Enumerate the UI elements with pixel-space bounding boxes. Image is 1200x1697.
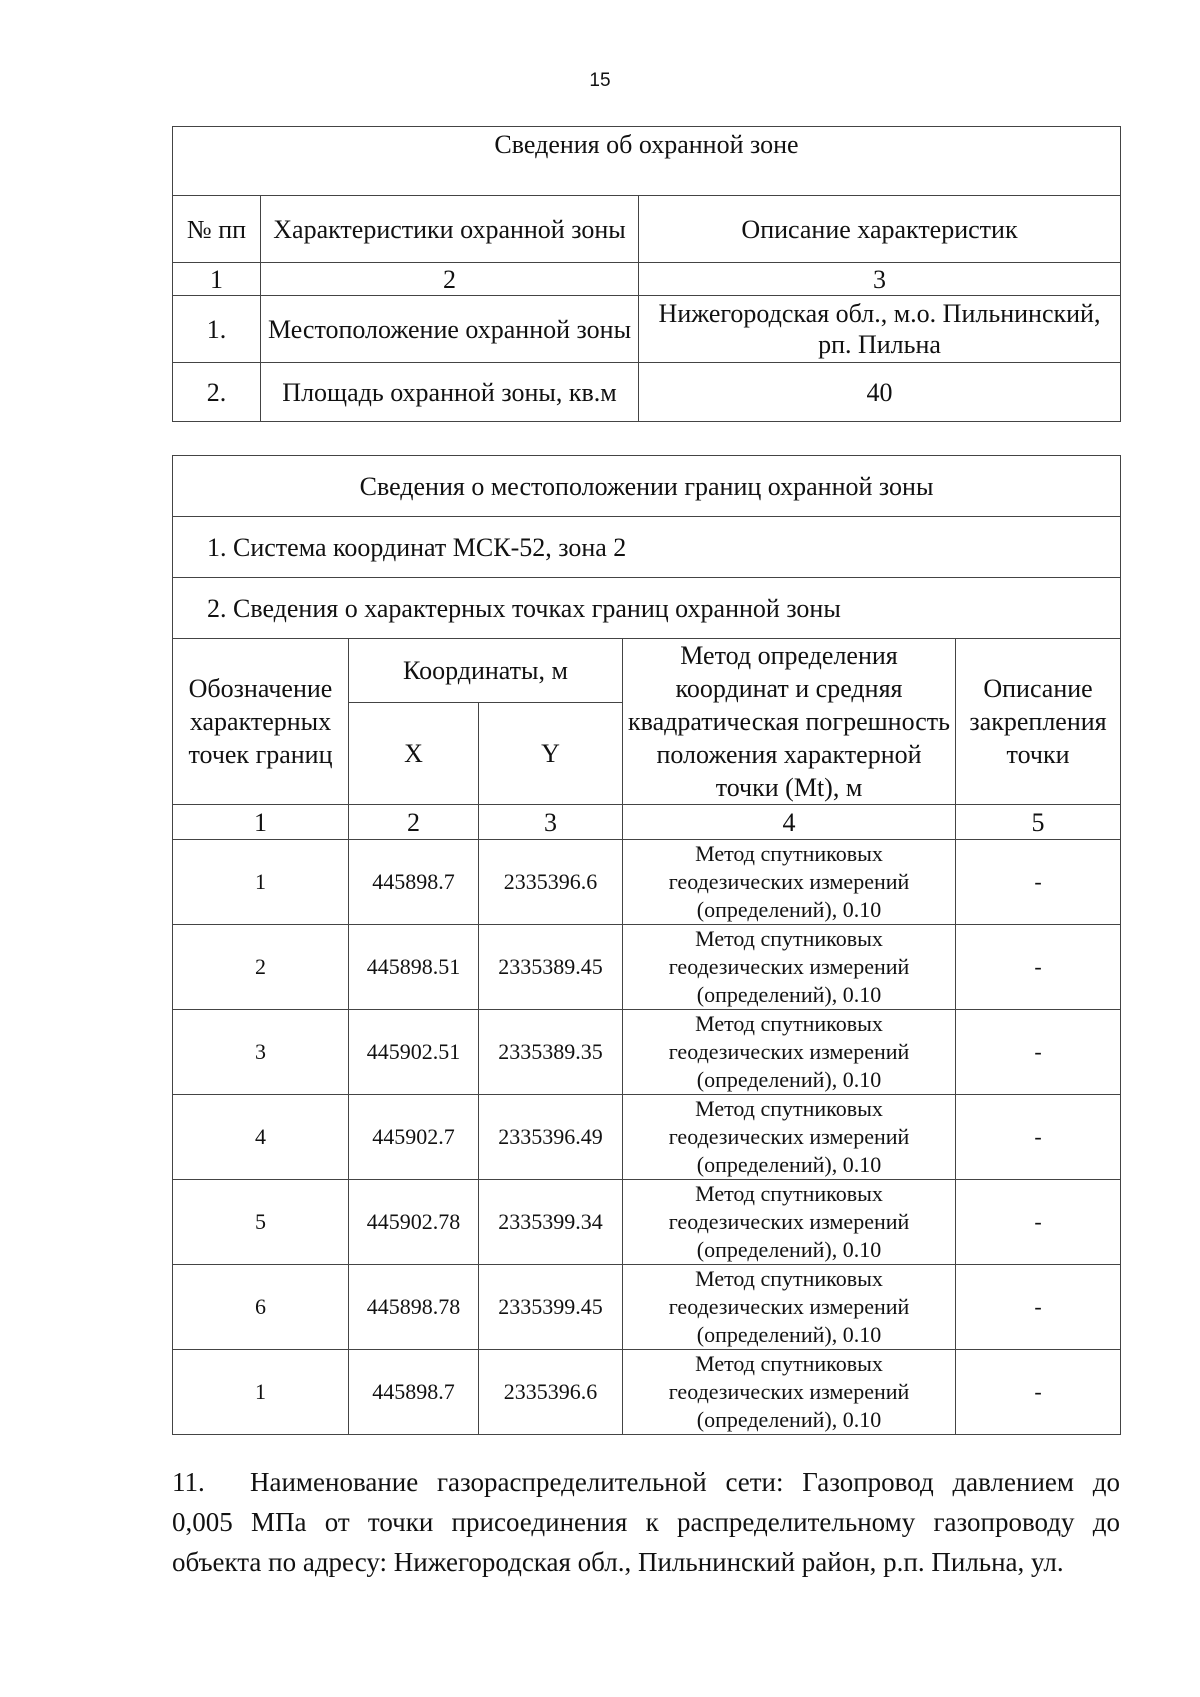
column-number: 1	[173, 263, 261, 296]
point-y: 2335399.45	[479, 1265, 623, 1350]
coordinate-system: 1. Система координат МСК-52, зона 2	[173, 517, 1121, 578]
point-y: 2335389.45	[479, 925, 623, 1010]
column-number: 1	[173, 805, 349, 840]
paragraph-number: 11.	[172, 1467, 205, 1497]
boundaries-title: Сведения о местоположении границ охранной зоны	[173, 456, 1121, 517]
column-number: 3	[479, 805, 623, 840]
row-characteristic: Площадь охранной зоны, кв.м	[261, 363, 639, 422]
header-x: X	[349, 702, 479, 804]
row-description: Нижегородская обл., м.о. Пильнинский, рп. Пильна	[639, 296, 1121, 363]
boundaries-table	[172, 455, 1121, 1435]
point-method: Метод спутниковых геодезических измерений (определений), 0.10	[623, 1095, 956, 1180]
point-id: 1	[173, 1350, 349, 1435]
table-row	[173, 296, 1121, 363]
header-fixing: Описание закрепления точки	[956, 639, 1121, 805]
point-fixing: -	[956, 1350, 1121, 1435]
table-row	[173, 925, 1121, 1010]
table-row	[173, 363, 1121, 422]
header-description: Описание характеристик	[639, 196, 1121, 263]
page-number: 15	[589, 70, 611, 91]
header-characteristic: Характеристики охранной зоны	[261, 196, 639, 263]
point-method: Метод спутниковых геодезических измерений (определений), 0.10	[623, 840, 956, 925]
row-description: 40	[639, 363, 1121, 422]
column-number: 2	[261, 263, 639, 296]
point-x: 445898.7	[349, 840, 479, 925]
point-fixing: -	[956, 840, 1121, 925]
point-y: 2335399.34	[479, 1180, 623, 1265]
table-row	[173, 1010, 1121, 1095]
protection-zone-table	[172, 126, 1121, 422]
point-method: Метод спутниковых геодезических измерений (определений), 0.10	[623, 1180, 956, 1265]
point-id: 4	[173, 1095, 349, 1180]
point-id: 1	[173, 840, 349, 925]
header-point-designation: Обозначение характерных точек границ	[173, 639, 349, 805]
header-num: № пп	[173, 196, 261, 263]
point-method: Метод спутниковых геодезических измерений (определений), 0.10	[623, 1350, 956, 1435]
point-y: 2335396.49	[479, 1095, 623, 1180]
point-fixing: -	[956, 1265, 1121, 1350]
header-coordinates: Координаты, м	[349, 639, 623, 703]
point-method: Метод спутниковых геодезических измерений (определений), 0.10	[623, 1010, 956, 1095]
point-y: 2335396.6	[479, 1350, 623, 1435]
point-fixing: -	[956, 925, 1121, 1010]
table-row	[173, 1265, 1121, 1350]
protection-zone-title: Сведения об охранной зоне	[173, 127, 1121, 196]
point-x: 445898.78	[349, 1265, 479, 1350]
row-num: 1.	[173, 296, 261, 363]
column-number: 2	[349, 805, 479, 840]
point-fixing: -	[956, 1010, 1121, 1095]
column-number: 5	[956, 805, 1121, 840]
point-x: 445898.7	[349, 1350, 479, 1435]
column-number: 3	[639, 263, 1121, 296]
row-num: 2.	[173, 363, 261, 422]
table-row	[173, 1350, 1121, 1435]
point-x: 445898.51	[349, 925, 479, 1010]
point-x: 445902.78	[349, 1180, 479, 1265]
table-row	[173, 1095, 1121, 1180]
table-row	[173, 840, 1121, 925]
point-x: 445902.51	[349, 1010, 479, 1095]
point-method: Метод спутниковых геодезических измерений (определений), 0.10	[623, 1265, 956, 1350]
point-id: 3	[173, 1010, 349, 1095]
column-number: 4	[623, 805, 956, 840]
point-id: 5	[173, 1180, 349, 1265]
points-title: 2. Сведения о характерных точках границ охранной зоны	[173, 578, 1121, 639]
point-y: 2335396.6	[479, 840, 623, 925]
point-fixing: -	[956, 1095, 1121, 1180]
point-x: 445902.7	[349, 1095, 479, 1180]
point-id: 6	[173, 1265, 349, 1350]
paragraph-text: Наименование газораспределительной сети: Газопровод давлением до 0,005 МПа от точки присоединения к распределительному газопроводу до объекта по адресу: Нижегородская обл., Пильнинский район, р.п. Пильна, ул.	[172, 1467, 1120, 1577]
header-method: Метод определения координат и средняя квадратическая погрешность положения характерной точки (Mt), м	[623, 639, 956, 805]
point-method: Метод спутниковых геодезических измерений (определений), 0.10	[623, 925, 956, 1010]
point-y: 2335389.35	[479, 1010, 623, 1095]
table-row	[173, 1180, 1121, 1265]
point-fixing: -	[956, 1180, 1121, 1265]
row-characteristic: Местоположение охранной зоны	[261, 296, 639, 363]
header-y: Y	[479, 702, 623, 804]
section-11-paragraph	[172, 1462, 1120, 1582]
point-id: 2	[173, 925, 349, 1010]
